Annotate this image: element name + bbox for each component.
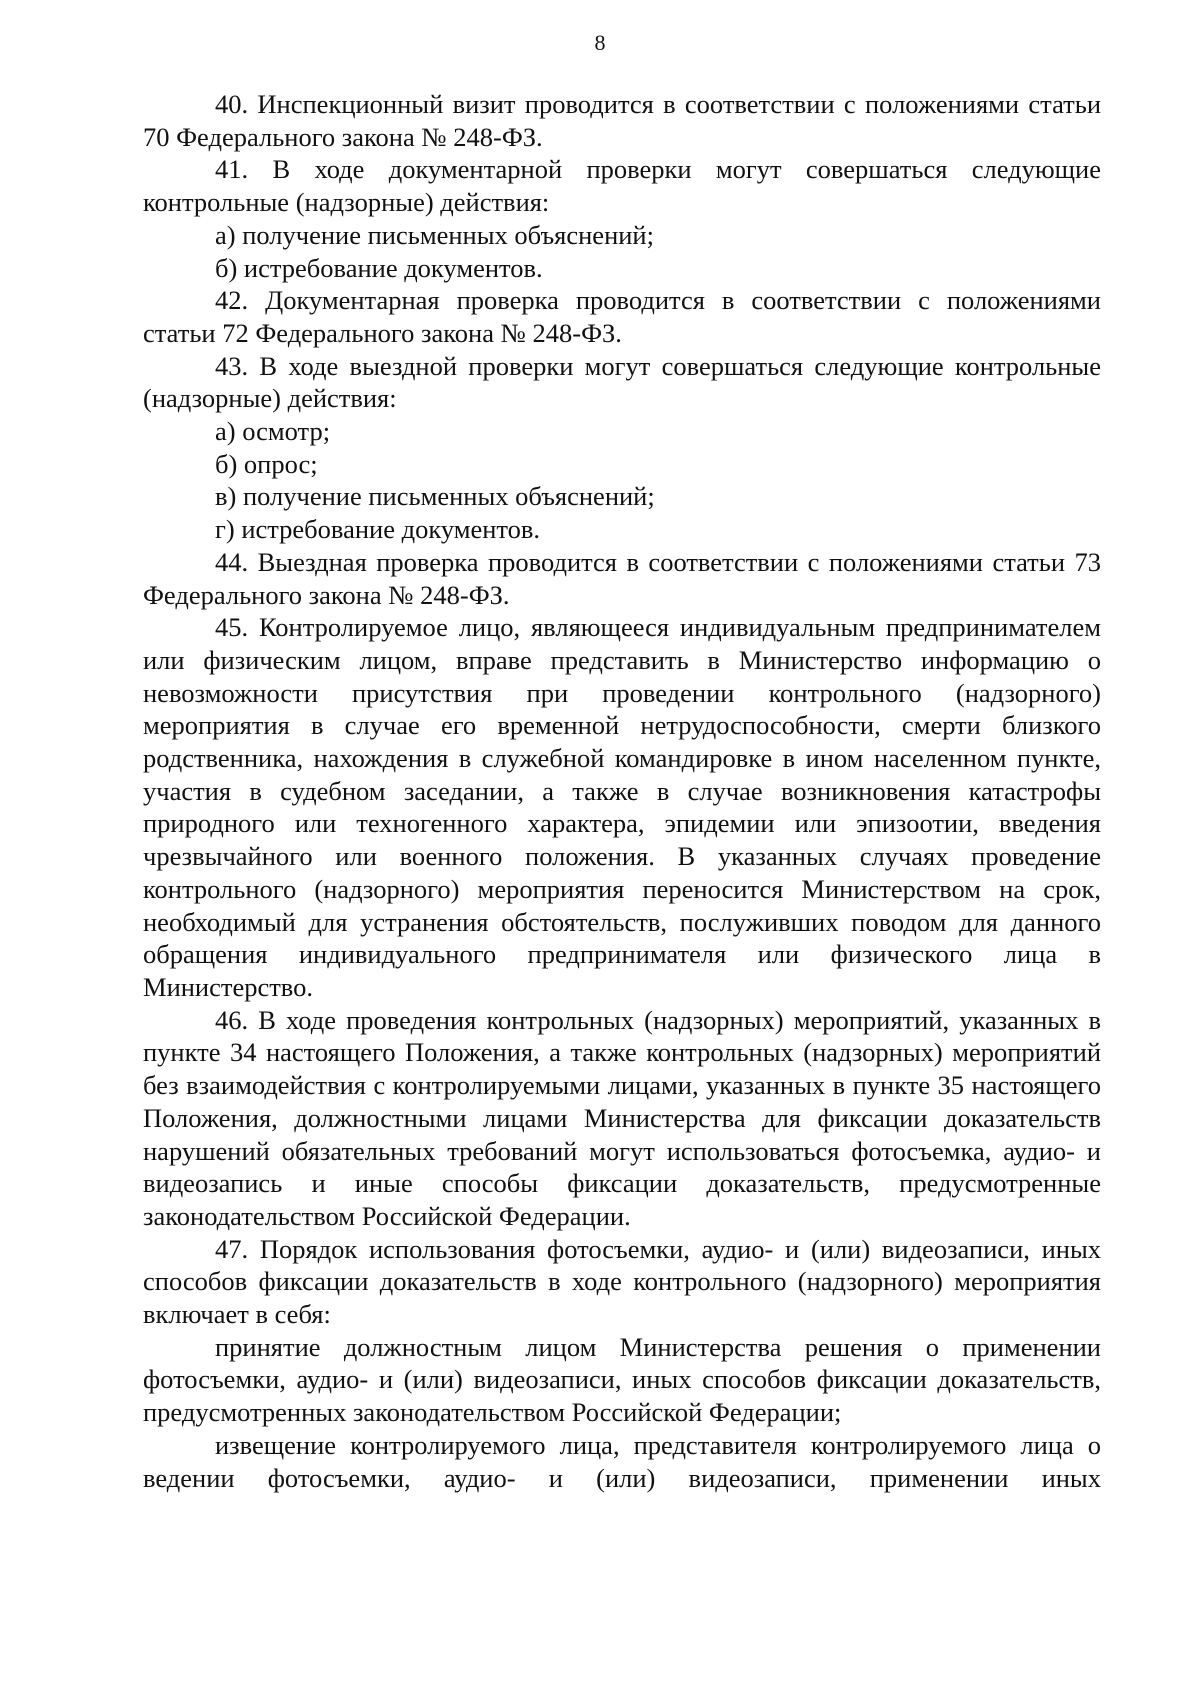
list-item-43b: б) опрос; [215,448,318,479]
paragraph-41: 41. В ходе документарной проверки могут совершаться следующие контрольные (надзорные) действия: [143,154,1101,218]
paragraph-42: 42. Документарная проверка проводится в соответствии с положениями статьи 72 Федерального закона № 248-ФЗ. [143,285,1101,348]
document-body [143,88,1101,1494]
list-item-41a: а) получение письменных объяснений; [215,219,654,250]
paragraph-40: 40. Инспекционный визит проводится в соответствии с положениями статьи 70 Федерального закона № 248-ФЗ. [143,89,1101,152]
page-number: 8 [594,30,606,55]
list-item-43c: в) получение письменных объяснений; [215,481,655,512]
paragraph-47-notification: извещение контролируемого лица, представителя контролируемого лица о ведении фотосъемки, аудио- и (или) видеозаписи, применении иных [143,1429,1101,1493]
paragraph-43: 43. В ходе выездной проверки могут совершаться следующие контрольные (надзорные) действия: [143,350,1101,414]
paragraph-47: 47. Порядок использования фотосъемки, аудио- и (или) видеозаписи, иных способов фиксации доказательств в ходе контрольного (надзорного) мероприятия включает в себя: [143,1233,1101,1330]
list-item-43d: г) истребование документов. [215,514,541,545]
paragraph-45: 45. Контролируемое лицо, являющееся индивидуальным предпринимателем или физическим лицом, вправе представить в Министерство информацию о невозможности присутствия при проведении контрольного (надзорного) мероприятия в случае его временной нетрудоспособности, смерти близкого родственника, нахождения в служебной командировке в ином населенном пункте, участия в судебном заседании, а также в случае возникновения катастрофы природного или техногенного характера, эпидемии или эпизоотии, введения чрезвычайного или военного положения. В указанных случаях проведение контрольного (надзорного) мероприятия переносится Министерством на срок, необходимый для устранения обстоятельств, послуживших поводом для данного обращения индивидуального предпринимателя или физического лица в Министерство. [143,612,1101,1002]
paragraph-47-decision: принятие должностным лицом Министерства решения о применении фотосъемки, аудио- и (или) видеозаписи, иных способов фиксации доказательств, предусмотренных законодательством Российской Федерации; [143,1331,1101,1428]
paragraph-46: 46. В ходе проведения контрольных (надзорных) мероприятий, указанных в пункте 34 настоящего Положения, а также контрольных (надзорных) мероприятий без взаимодействия с контролируемыми лицами, указанных в пункте 35 настоящего Положения, должностными лицами Министерства для фиксации доказательств нарушений обязательных требований могут использоваться фотосъемка, аудио- и видеозапись и иные способы фиксации доказательств, предусмотренные законодательством Российской Федерации. [143,1004,1101,1231]
paragraph-44: 44. Выездная проверка проводится в соответствии с положениями статьи 73 Федерального закона № 248-ФЗ. [143,546,1101,610]
list-item-41b: б) истребование документов. [215,252,543,283]
list-item-43a: а) осмотр; [215,416,331,447]
